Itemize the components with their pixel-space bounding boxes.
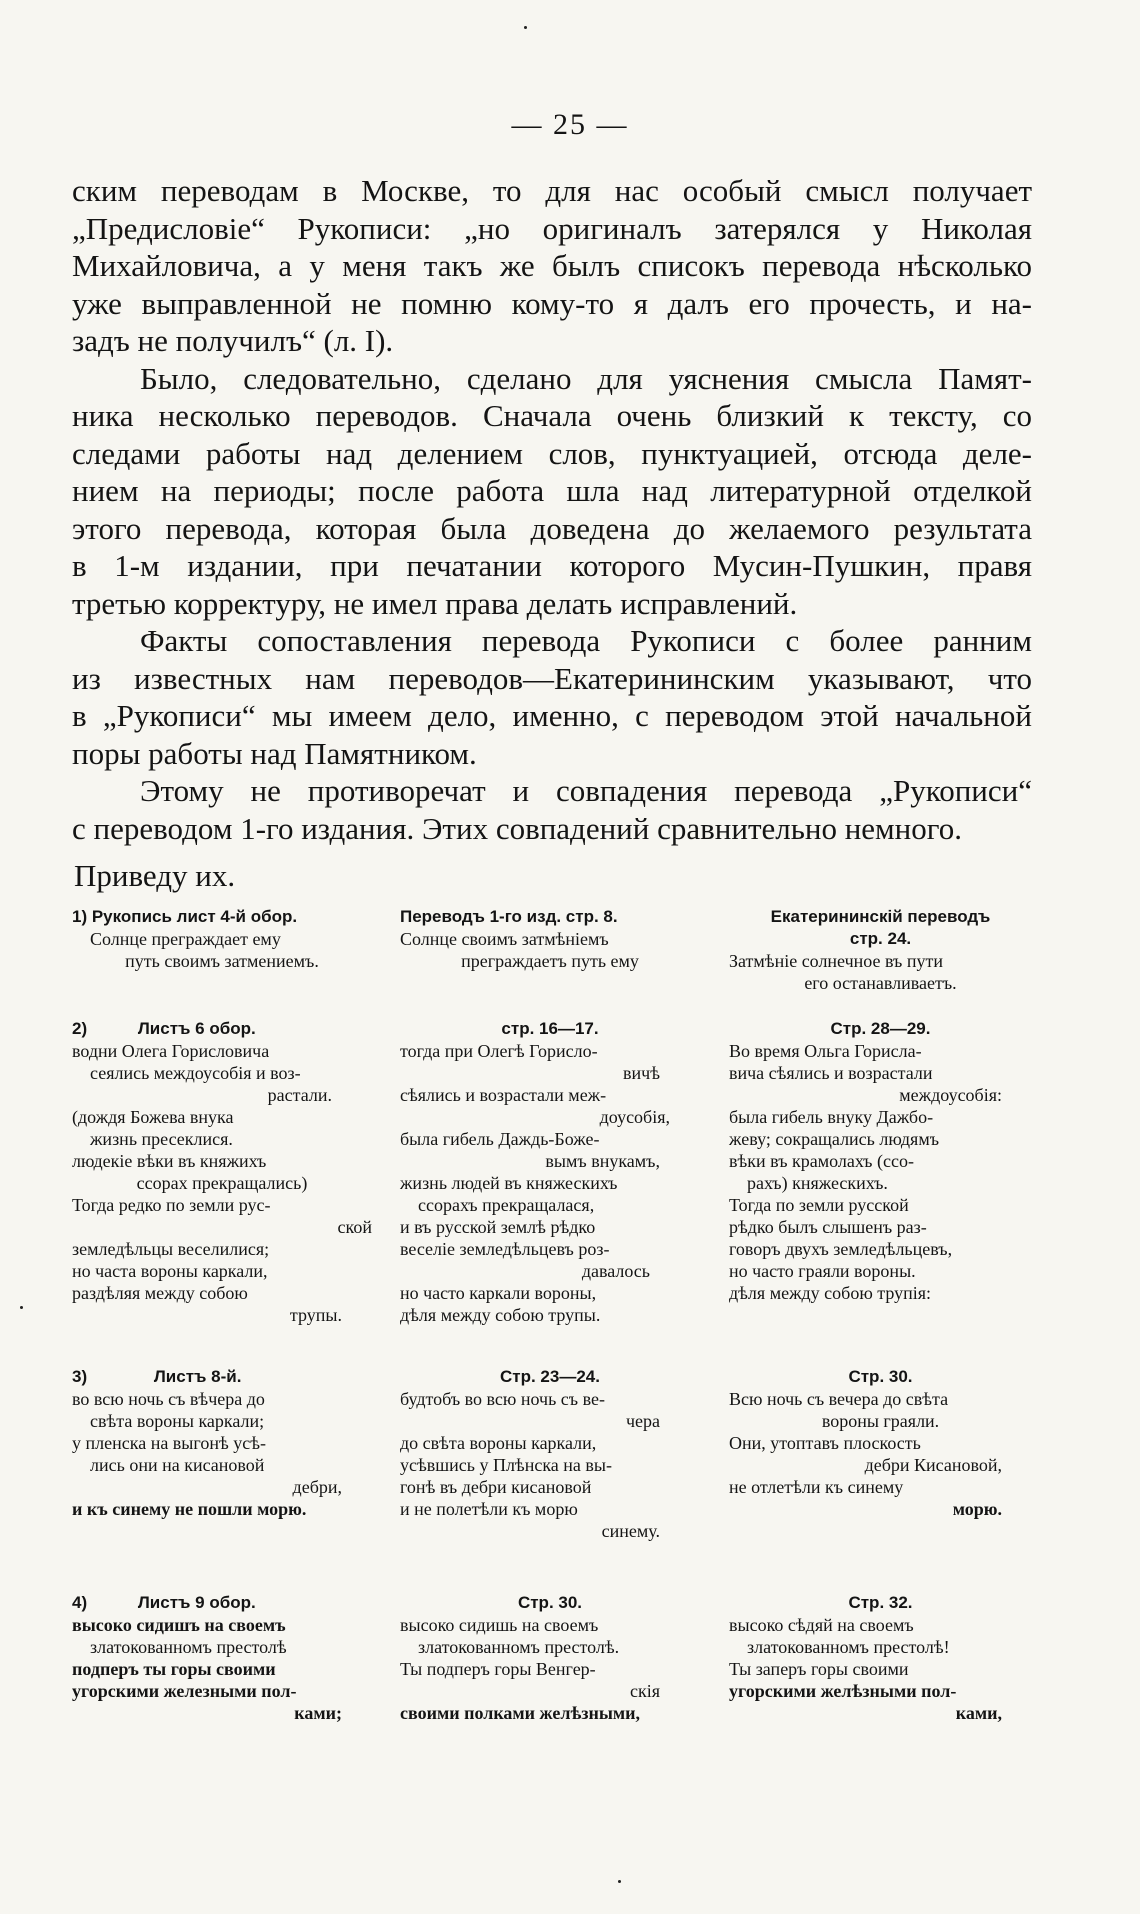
text-line: Факты сопоставления перевода Рукописи с более ранним [140, 623, 1032, 658]
print-speck [524, 26, 527, 29]
entry-line: тогда при Олегѣ Горисло- [400, 1041, 598, 1061]
entry-line: морю. [952, 1499, 1002, 1519]
text-line: нием на периоды; после работа шла над литературной отделкой [72, 473, 1032, 508]
entry-3 [400, 1366, 700, 1542]
entry-line: жизнь людей въ княжескихъ [400, 1173, 618, 1193]
text-line: в 1-м издании, при печатании которого Мусин-Пушкин, правя [72, 548, 1032, 583]
entry-line: (дождя Божева внука [72, 1107, 234, 1127]
text-line: ника несколько переводов. Сначала очень близкий к тексту, со [72, 398, 1032, 433]
entry-line: не отлетѣли къ синему [729, 1477, 904, 1497]
entry-line: будтобъ во всю ночь съ ве- [400, 1389, 605, 1409]
main-text [72, 172, 1032, 847]
entry-line: но часто граяли вороны. [729, 1261, 916, 1281]
entry-number: 2) [72, 1019, 88, 1038]
entry-line: говоръ двухъ земледѣльцевъ, [729, 1239, 953, 1259]
entry-line: лись они на кисановой [90, 1455, 265, 1475]
entry-line: доусобія, [599, 1107, 670, 1127]
entry-sheet: Листъ 8-й. [153, 1367, 242, 1386]
text-line: с переводом 1-го издания. Этих совпадений сравнительно немного. [72, 810, 962, 846]
entry-line: сѣялись и возрастали меж- [400, 1085, 607, 1105]
entry-line: вымъ внукамъ, [545, 1151, 660, 1171]
entry-line: дѣля между собою трупія: [729, 1283, 932, 1303]
entry-heading: Стр. 28—29. [830, 1019, 931, 1038]
entry-line: ками, [955, 1703, 1002, 1723]
entry-line: усѣвшись у Плѣнска на вы- [400, 1455, 613, 1475]
entry-1 [72, 906, 372, 972]
entry-line: ссорахъ прекращалася, [418, 1195, 595, 1215]
entry-line: во всю ночь съ вѣчера до [72, 1389, 265, 1409]
entry-1 [729, 906, 1032, 994]
entry-line: Солнце своимъ затмѣніемъ [400, 929, 609, 949]
entry-line: подперъ ты горы своими [72, 1659, 276, 1679]
entry-heading: Стр. 30. [848, 1367, 913, 1386]
text-line: Было, следовательно, сделано для уяснения смысла Памят- [140, 360, 1032, 396]
text-line: Этому не противоречат и совпадения перевода „Рукописи“ [140, 773, 1032, 808]
entry-line: угорскими желѣзными пол- [729, 1681, 957, 1701]
text-line: из известных нам переводов—Екатерининским указывают, что [72, 660, 1032, 696]
entry-line: рахъ) княжескихъ. [747, 1173, 888, 1193]
text-line: ским переводам в Москве, то для нас особый смысл получает [72, 173, 1032, 208]
entry-line: Тогда редко по земли рус- [72, 1195, 271, 1215]
entry-line: угорскими железными пол- [72, 1681, 297, 1701]
entry-line: но часта вороны каркали, [72, 1261, 268, 1281]
entry-heading: Стр. 30. [517, 1593, 583, 1612]
entry-line: Всю ночь съ вечера до свѣта [729, 1389, 949, 1409]
entry-3 [72, 1366, 372, 1520]
entry-line: сеялись междоусобія и воз- [90, 1063, 301, 1083]
entry-line: людекіе вѣки въ княжихъ [72, 1151, 267, 1171]
entry-line: и не полетѣли къ морю [400, 1499, 578, 1519]
entry-line: ками; [294, 1703, 342, 1723]
entry-line: раздѣляя между собою [72, 1283, 248, 1303]
entry-line: ской [337, 1217, 372, 1237]
entry-line: Они, утоптавъ плоскость [729, 1433, 921, 1453]
entry-line: земледѣльцы веселилися; [72, 1239, 270, 1259]
entry-line: Тогда по земли русской [729, 1195, 909, 1215]
entry-heading [72, 1592, 372, 1614]
entry-line: была гибель Даждь-Боже- [400, 1129, 600, 1149]
entry-line: путь своимъ затмениемъ. [125, 951, 319, 971]
entry-line: златокованномъ престолѣ [90, 1637, 287, 1657]
entry-line: скія [629, 1681, 660, 1701]
entry-line: высоко сидишъ на своемъ [72, 1615, 286, 1635]
entry-heading: Переводъ 1-го изд. стр. 8. [400, 907, 618, 926]
text-line: третью корректуру, не имел права делать исправлений. [72, 585, 798, 621]
entry-line: преграждаетъ путь ему [461, 951, 639, 971]
entry-page: стр. 24. [849, 929, 912, 948]
print-speck [618, 1880, 621, 1883]
entry-line: дебри Кисановой, [864, 1455, 1002, 1475]
entry-line: вѣки въ крамолахъ (ссо- [729, 1151, 914, 1171]
entry-line: давалось [581, 1261, 650, 1281]
entry-line: своими полками желѣзными, [400, 1703, 641, 1723]
text-line: следами работы над делением слов, пунктуацией, отсюда деле- [72, 435, 1032, 471]
entry-line: высоко сидишь на своемъ [400, 1615, 599, 1635]
entry-line: дебри, [292, 1477, 342, 1497]
entry-line: Ты подперъ горы Венгер- [400, 1659, 596, 1679]
text-line: задъ не получилъ“ (л. I). [72, 323, 394, 358]
text-line: поры работы над Памятником. [72, 735, 477, 771]
print-speck [20, 1306, 23, 1309]
entry-number: 4) [72, 1593, 88, 1612]
entry-line: и къ синему не пошли морю. [72, 1499, 307, 1519]
entry-2 [72, 1018, 372, 1326]
entry-line: чера [625, 1411, 660, 1431]
entry-line: синему. [601, 1521, 660, 1541]
entry-heading [72, 1018, 372, 1040]
entry-line: вороны граяли. [821, 1411, 940, 1431]
entry-heading: стр. 16—17. [501, 1019, 599, 1038]
text-line: этого перевода, которая была доведена до желаемого результата [72, 510, 1032, 546]
comparison-intro: Приведу их. [74, 858, 236, 893]
entry-4 [72, 1592, 372, 1724]
entry-line: вича сѣялись и возрастали [729, 1063, 933, 1083]
entry-line: у пленска на выгонѣ усѣ- [72, 1433, 267, 1453]
entry-heading: Стр. 23—24. [500, 1367, 600, 1386]
entry-sheet: Листъ 9 обор. [137, 1593, 256, 1612]
entry-line: его останавливаетъ. [804, 973, 957, 993]
entry-line: Солнце преграждает ему [90, 929, 281, 949]
entry-line: гонѣ въ дебри кисановой [400, 1477, 592, 1497]
entry-line: но часто каркали вороны, [400, 1283, 597, 1303]
entry-line: Во время Ольга Горисла- [729, 1041, 922, 1061]
entry-heading: Екатерининскій переводъ [770, 907, 991, 926]
text-line: „Предисловіе“ Рукописи: „но оригиналъ затерялся у Николая [72, 210, 1032, 246]
entry-line: Затмѣніе солнечное въ пути [729, 951, 943, 971]
entry-line: водни Олега Горисловича [72, 1041, 270, 1061]
paragraph-1 [72, 172, 1032, 360]
text-line: Михайловича, а у меня такъ же былъ списокъ перевода нѣсколько [72, 248, 1032, 283]
page-number: — 25 — [511, 108, 629, 141]
entry-line: златокованномъ престолѣ. [418, 1637, 620, 1657]
entry-line: веселіе земледѣльцевъ роз- [400, 1239, 610, 1259]
entry-line: трупы. [289, 1305, 342, 1325]
entry-line: растали. [267, 1085, 332, 1105]
entry-heading: 1) Рукопись лист 4-й обор. [72, 907, 298, 926]
entry-line: рѣдко былъ слышенъ раз- [729, 1217, 927, 1237]
entry-1 [400, 906, 700, 972]
entry-3 [729, 1366, 1032, 1520]
entry-line: до свѣта вороны каркали, [400, 1433, 597, 1453]
entry-line: и въ русской землѣ рѣдко [400, 1217, 596, 1237]
entry-line: междоусобія: [899, 1085, 1002, 1105]
entry-sheet: Листъ 6 обор. [137, 1019, 256, 1038]
entry-line: ссорах прекращались) [136, 1173, 308, 1193]
entry-line: была гибель внуку Дажбо- [729, 1107, 934, 1127]
entry-4 [400, 1592, 700, 1724]
text-line: уже выправленной не помню кому-то я далъ его прочесть, и на- [72, 285, 1032, 321]
entry-line: вичѣ [623, 1063, 660, 1083]
entry-heading: Стр. 32. [848, 1593, 913, 1612]
entry-line: жеву; сокращались людямъ [729, 1129, 940, 1149]
entry-2 [729, 1018, 1032, 1304]
entry-heading [72, 1366, 372, 1388]
entry-line: Ты заперъ горы своими [729, 1659, 909, 1679]
entry-2 [400, 1018, 700, 1326]
paragraph-3 [72, 622, 1032, 772]
entry-line: свѣта вороны каркали; [90, 1411, 265, 1431]
paragraph-2 [72, 360, 1032, 623]
entry-line: златокованномъ престолѣ! [747, 1637, 950, 1657]
entry-line: жизнь пресеклися. [90, 1129, 233, 1149]
entry-number: 3) [72, 1367, 88, 1386]
entry-4 [729, 1592, 1032, 1724]
text-line: в „Рукописи“ мы имеем дело, именно, с переводом этой начальной [72, 698, 1032, 733]
paragraph-4 [72, 772, 1032, 847]
entry-line: дѣля между собою трупы. [400, 1305, 601, 1325]
entry-line: высоко сѣдяй на своемъ [729, 1615, 914, 1635]
